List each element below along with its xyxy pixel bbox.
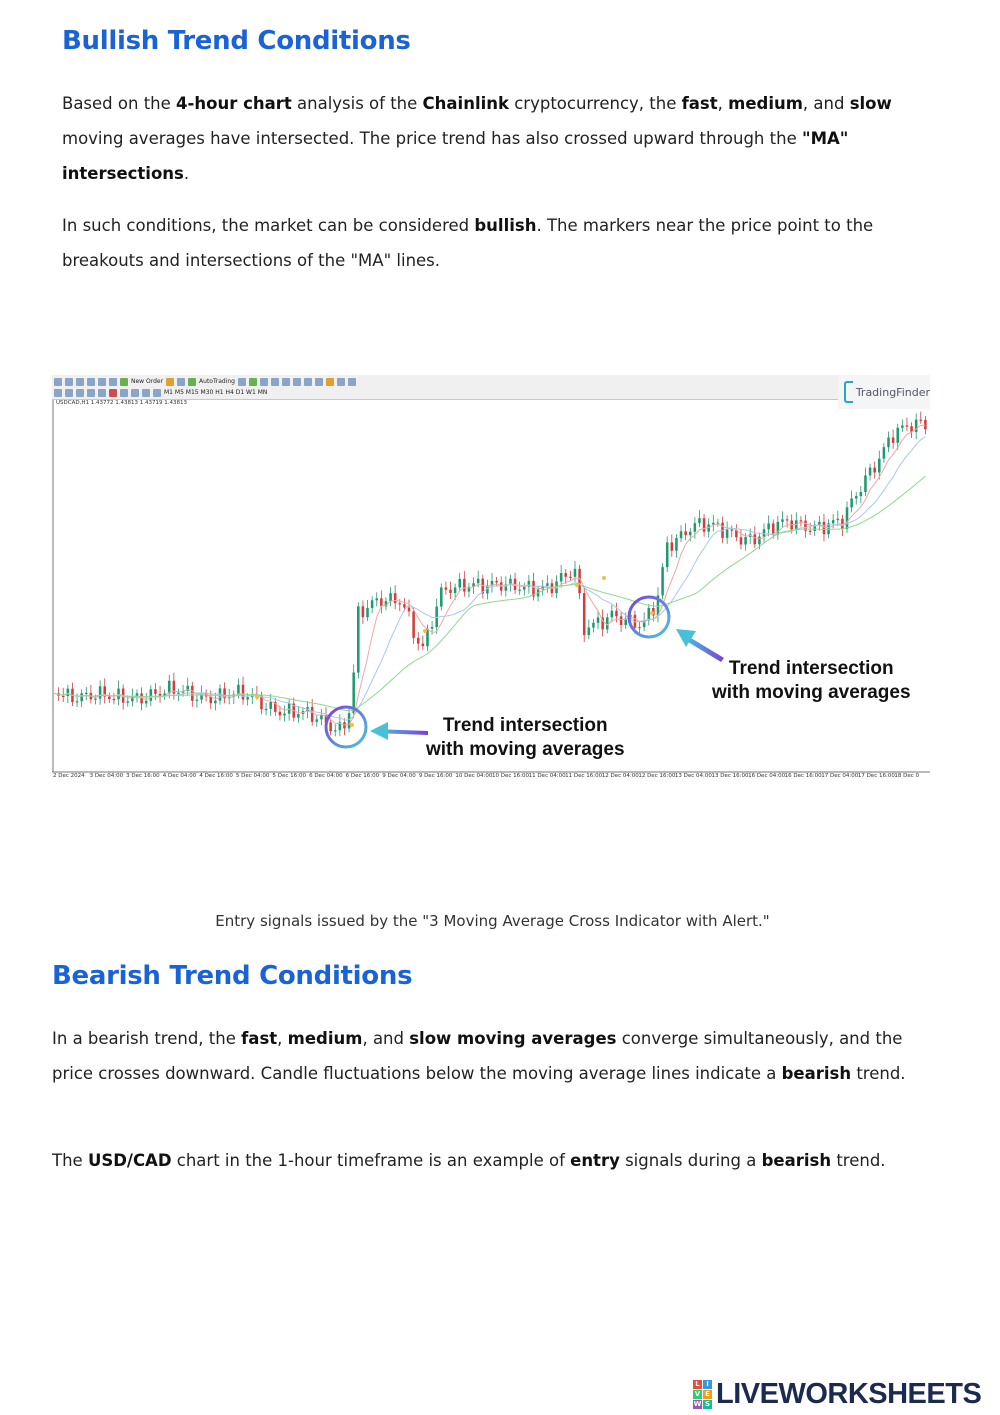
candle-body — [777, 522, 780, 535]
candle-body — [924, 420, 927, 429]
bold-term: medium — [287, 1029, 363, 1048]
cursor-icon[interactable] — [54, 389, 62, 397]
candle-body — [754, 534, 757, 544]
candle-body — [113, 699, 116, 700]
candle-body — [703, 518, 706, 531]
tradingfinder-logo — [838, 375, 930, 409]
candle-body — [680, 531, 683, 538]
candle-body — [265, 709, 268, 710]
vertical-line-icon[interactable] — [76, 389, 84, 397]
time-axis-label: 9 Dec 04:00 — [382, 773, 416, 779]
autotrading-icon[interactable] — [188, 378, 196, 386]
text-run: trend. — [851, 1064, 906, 1083]
templates-icon[interactable] — [348, 378, 356, 386]
candle-body — [887, 438, 890, 448]
candle-body — [334, 730, 337, 731]
time-axis-label: 17 Dec 04:00 — [821, 773, 859, 779]
bold-term: slow moving averages — [409, 1029, 617, 1048]
chart-shift-icon[interactable] — [315, 378, 323, 386]
candle-body — [375, 598, 378, 600]
signal-marker — [650, 611, 654, 615]
time-axis-label: 11 Dec 04:00 — [528, 773, 566, 779]
terminal-icon[interactable] — [98, 378, 106, 386]
candle-body — [786, 519, 789, 520]
candle-body — [518, 590, 521, 591]
bold-term: bearish — [781, 1064, 852, 1083]
signal-marker — [423, 629, 427, 633]
image-caption: Entry signals issued by the "3 Moving Average Cross Indicator with Alert." — [215, 912, 770, 930]
candle-body — [85, 693, 88, 694]
candle-body — [661, 567, 664, 595]
candle-body — [412, 611, 415, 637]
symbol-info: USDCAD,H1 1.43772 1.43813 1.43719 1.43813 — [56, 400, 187, 406]
candle-body — [698, 518, 701, 523]
candle-body — [311, 707, 314, 722]
candle-body — [408, 608, 411, 612]
candle-body — [846, 507, 849, 529]
bold-term: slow — [849, 94, 892, 113]
logo-block: I — [703, 1380, 712, 1389]
candle-body — [901, 425, 904, 427]
candle-body — [869, 468, 872, 476]
text-run: , and — [802, 94, 850, 113]
candle-body — [883, 447, 886, 458]
bold-term: USD/CAD — [87, 1151, 172, 1170]
bold-term: "MA" intersections — [62, 129, 849, 183]
candle-body — [684, 531, 687, 535]
text-run: signals during a — [619, 1151, 762, 1170]
candle-body — [694, 523, 697, 532]
candle-body — [371, 600, 374, 608]
candle-body — [329, 722, 332, 731]
candle-body — [316, 719, 319, 721]
signal-marker — [350, 723, 354, 727]
candle-body — [920, 420, 923, 421]
candle-body — [906, 425, 909, 426]
candle-body — [417, 638, 420, 644]
paragraph-bullish-1 — [62, 86, 932, 191]
logo-block: V — [694, 1389, 701, 1398]
bold-term: medium — [728, 94, 803, 113]
text-tool-icon[interactable] — [131, 389, 139, 397]
text-run: . — [183, 164, 190, 183]
arrows-tool-icon[interactable] — [153, 389, 161, 397]
candle-body — [560, 573, 563, 581]
candle-body — [458, 579, 461, 588]
time-axis-label: 3 Dec 16:00 — [126, 773, 160, 779]
candle-body — [781, 519, 784, 522]
candle-body — [76, 701, 79, 702]
candle-body — [878, 459, 881, 473]
liveworksheets-brand: LIVEWORKSHEETS — [716, 1377, 982, 1410]
crosshair-icon[interactable] — [65, 389, 73, 397]
candle-body — [196, 700, 199, 701]
zoom-in-icon[interactable] — [271, 378, 279, 386]
fibonacci-icon[interactable] — [109, 389, 117, 397]
candle-body — [620, 616, 623, 625]
candle-body — [855, 496, 858, 498]
candle-body — [168, 681, 171, 694]
paragraph-bullish-2 — [62, 208, 932, 278]
time-axis-label: 3 Dec 04:00 — [89, 773, 124, 779]
signal-marker — [255, 695, 259, 699]
bold-term: fast — [241, 1029, 278, 1048]
candle-body — [463, 579, 466, 592]
time-axis-label: 12 Dec 04:00 — [601, 773, 639, 779]
logo-block: S — [704, 1399, 711, 1408]
candle-body — [873, 468, 876, 473]
candle-body — [583, 593, 586, 635]
time-axis-label: 4 Dec 04:00 — [162, 773, 197, 779]
candle-body — [712, 523, 715, 525]
liveworksheets-logo — [693, 1374, 981, 1414]
candle-body — [246, 697, 249, 699]
candle-body — [809, 531, 812, 532]
candle-body — [763, 529, 766, 536]
signals-icon[interactable] — [177, 378, 185, 386]
candle-body — [80, 693, 83, 701]
liveworksheets-logo-icon — [693, 1380, 712, 1409]
candle-body — [117, 689, 120, 700]
time-axis-label: 6 Dec 04:00 — [309, 773, 343, 779]
zoom-out-icon[interactable] — [282, 378, 290, 386]
candle-body — [675, 538, 678, 551]
text-run: moving averages have intersected. The price trend has also crossed upward through the — [62, 129, 802, 148]
text-run: In such conditions, the market can be considered — [62, 216, 475, 235]
logo-block: L — [693, 1380, 702, 1389]
candle-body — [546, 583, 549, 586]
time-axis-label: 4 Dec 16:00 — [199, 773, 233, 779]
time-axis-label: 5 Dec 04:00 — [235, 773, 270, 779]
candle-body — [242, 685, 245, 700]
bold-term: bullish — [474, 216, 537, 235]
candle-body — [283, 714, 286, 716]
candle-body — [565, 573, 568, 577]
candle-body — [399, 603, 402, 604]
autotrading-button[interactable]: AutoTrading — [199, 378, 235, 385]
candle-body — [269, 702, 272, 709]
trading-chart-screenshot — [52, 375, 930, 781]
bar-chart-icon[interactable] — [238, 378, 246, 386]
signal-marker — [602, 576, 606, 580]
text-run: trend. — [831, 1151, 886, 1170]
time-axis-label: 11 Dec 16:00 — [565, 773, 603, 779]
new-order-button[interactable]: New Order — [131, 378, 164, 385]
candle-body — [666, 542, 669, 567]
candle-body — [445, 587, 448, 589]
paragraph-bearish-2 — [52, 1143, 932, 1178]
candle-body — [850, 498, 853, 507]
text-run: , — [277, 1029, 288, 1048]
candle-body — [145, 701, 148, 704]
candle-body — [818, 522, 821, 525]
candle-body — [800, 520, 803, 521]
candle-body — [638, 627, 641, 628]
candle-body — [454, 588, 457, 593]
label-tool-icon[interactable] — [142, 389, 150, 397]
time-axis-label: 6 Dec 16:00 — [345, 773, 380, 779]
candle-body — [366, 608, 369, 617]
annotation-2-line-1: Trend intersection — [728, 658, 894, 679]
text-run: The — [52, 1151, 88, 1170]
candle-body — [730, 529, 733, 530]
text-run: In a bearish trend, the — [52, 1029, 242, 1048]
candle-body — [615, 611, 618, 617]
candle-body — [726, 529, 729, 537]
metaeditor-icon[interactable] — [166, 378, 174, 386]
bold-term: bearish — [761, 1151, 832, 1170]
candle-body — [362, 606, 365, 617]
candle-body — [380, 598, 383, 606]
time-axis-label: 10 Dec 16:00 — [492, 773, 529, 779]
candle-body — [214, 701, 217, 704]
time-axis-label: 9 Dec 16:00 — [418, 773, 453, 779]
candle-body — [837, 519, 840, 520]
candle-body — [647, 608, 650, 620]
text-run: cryptocurrency, the — [508, 94, 682, 113]
periods-icon[interactable] — [337, 378, 345, 386]
annotation-2-line-2: with moving averages — [712, 682, 911, 703]
market-watch-icon[interactable] — [76, 378, 84, 386]
bold-term: entry — [570, 1151, 620, 1170]
candle-body — [159, 694, 162, 696]
paragraph-bearish-1 — [52, 1021, 932, 1091]
text-run: Based on the — [62, 94, 177, 113]
time-axis-label: 2 Dec 2024 — [53, 773, 85, 779]
candle-body — [288, 704, 291, 714]
line-chart-icon[interactable] — [260, 378, 268, 386]
candle-body — [860, 492, 863, 496]
candle-body — [892, 438, 895, 443]
indicators-icon[interactable] — [326, 378, 334, 386]
candle-body — [832, 520, 835, 523]
time-axis-label: 10 Dec 04:00 — [455, 773, 493, 779]
annotation-1 — [426, 714, 625, 762]
heading-bullish: Bullish Trend Conditions — [62, 26, 411, 56]
candle-body — [606, 617, 609, 629]
time-axis-label: 16 Dec 04:00 — [748, 773, 786, 779]
text-run: analysis of the — [291, 94, 423, 113]
annotation-2 — [712, 657, 911, 705]
candle-body — [864, 475, 867, 492]
text-run: converge simultaneously, and the price crosses downward. Candle fluctuations below the moving average lines indicate a — [52, 1029, 903, 1083]
text-run: , — [717, 94, 729, 113]
candle-body — [154, 689, 157, 694]
candle-body — [823, 522, 826, 534]
time-axis-label: 5 Dec 16:00 — [272, 773, 306, 779]
tradingfinder-logo-icon — [844, 381, 853, 403]
candle-body — [297, 714, 300, 718]
candle-body — [569, 577, 572, 578]
candle-body — [108, 697, 111, 699]
time-axis-label: 18 Dec 0 — [894, 773, 920, 779]
candle-body — [449, 590, 452, 593]
profiles-icon[interactable] — [65, 378, 73, 386]
bold-term: Chainlink — [422, 94, 509, 113]
candle-body — [435, 607, 438, 627]
time-axis-label: 17 Dec 16:00 — [857, 773, 895, 779]
candle-body — [896, 428, 899, 443]
trendline-icon[interactable] — [98, 389, 106, 397]
candle-body — [389, 593, 392, 601]
candle-body — [592, 623, 595, 628]
logo-block: W — [693, 1399, 702, 1408]
text-run: . The markers near the price point to the breakouts and intersections of the "MA" lines. — [62, 216, 874, 270]
candle-body — [177, 693, 180, 694]
bold-term: 4-hour chart — [176, 94, 292, 113]
candle-body — [279, 712, 282, 716]
candle-body — [440, 587, 443, 606]
candle-body — [758, 537, 761, 545]
autoscroll-icon[interactable] — [304, 378, 312, 386]
candle-body — [422, 644, 425, 647]
timeframe-buttons[interactable]: M1 M5 M15 M30 H1 H4 D1 W1 MN — [164, 389, 268, 396]
candle-body — [320, 715, 323, 719]
time-axis-label: 12 Dec 16:00 — [638, 773, 676, 779]
horizontal-line-icon[interactable] — [87, 389, 95, 397]
logo-text: TradingFinder — [855, 385, 930, 399]
tile-windows-icon[interactable] — [293, 378, 301, 386]
candle-body — [671, 542, 674, 550]
logo-block: E — [703, 1390, 712, 1399]
heading-bearish: Bearish Trend Conditions — [52, 961, 413, 991]
annotation-1-line-2: with moving averages — [426, 739, 625, 760]
candle-body — [611, 611, 614, 618]
signal-marker — [575, 583, 579, 587]
candle-body — [495, 581, 498, 582]
navigator-icon[interactable] — [87, 378, 95, 386]
candle-body — [94, 699, 97, 700]
text-run: chart in the 1-hour timeframe is an example of — [171, 1151, 571, 1170]
time-axis-label: 16 Dec 16:00 — [784, 773, 822, 779]
candle-body — [237, 685, 240, 695]
new-order-icon[interactable] — [120, 378, 128, 386]
candle-body — [357, 606, 360, 672]
candle-body — [767, 523, 770, 529]
time-axis-label: 13 Dec 04:00 — [674, 773, 712, 779]
candle-body — [127, 701, 130, 702]
candle-body — [597, 617, 600, 622]
candlestick-icon[interactable] — [249, 378, 257, 386]
chart-toolbar — [52, 375, 930, 400]
time-axis-label: 13 Dec 16:00 — [711, 773, 749, 779]
channel-icon[interactable] — [120, 389, 128, 397]
candle-body — [150, 689, 153, 701]
new-chart-icon[interactable] — [54, 378, 62, 386]
candle-body — [574, 569, 577, 577]
annotation-1-line-1: Trend intersection — [442, 715, 608, 736]
candle-body — [67, 689, 70, 696]
candle-body — [62, 696, 65, 697]
candle-body — [588, 628, 591, 636]
candle-body — [431, 627, 434, 629]
strategy-tester-icon[interactable] — [109, 378, 117, 386]
text-run: , and — [362, 1029, 410, 1048]
candle-body — [403, 604, 406, 607]
candle-body — [394, 593, 397, 603]
candle-body — [744, 537, 747, 544]
candle-body — [348, 713, 351, 728]
candle-body — [689, 532, 692, 535]
candle-body — [740, 537, 743, 544]
bold-term: fast — [681, 94, 718, 113]
candle-body — [99, 686, 102, 698]
candle-body — [477, 579, 480, 584]
